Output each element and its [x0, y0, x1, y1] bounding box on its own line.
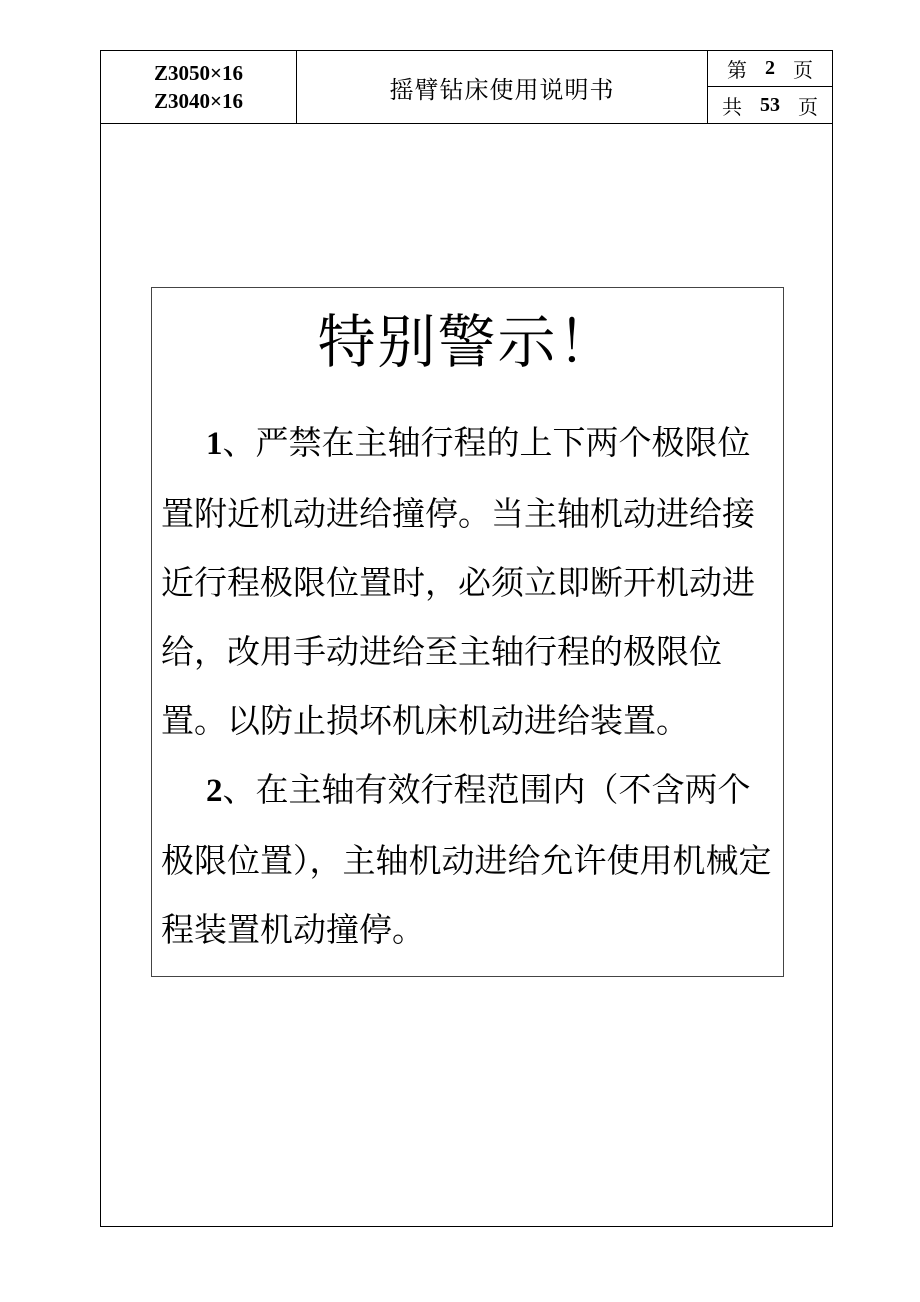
- document-page: [100, 50, 833, 1227]
- item-number: 2: [206, 773, 223, 809]
- item-text: 、严禁在主轴行程的上下两个极限位置附近机动进给撞停。当主轴机动进给接近行程极限位置时，必须立即断开机动进给，改用手动进给至主轴行程的极限位置。以防止损坏机床机动进给装置。: [161, 423, 755, 740]
- total-prefix: 共: [722, 94, 742, 119]
- warning-body: [161, 408, 777, 964]
- model-number-2: Z3040×16: [154, 89, 243, 113]
- page-suffix: 页: [793, 58, 813, 82]
- page-header: [101, 51, 832, 124]
- page-prefix: 第: [727, 58, 747, 82]
- model-number-1: Z3050×16: [154, 61, 243, 85]
- total-pages: [708, 87, 832, 123]
- item-number: 1: [206, 426, 223, 462]
- document-title: 摇臂钻床使用说明书: [297, 51, 708, 123]
- current-page: [708, 51, 832, 87]
- warning-title: 特别警示！: [317, 308, 618, 376]
- page-info-cell: [708, 51, 832, 123]
- total-pages-number: 53: [760, 93, 780, 116]
- total-suffix: 页: [798, 94, 818, 119]
- warning-item-1: [161, 408, 777, 755]
- warning-item-2: [161, 755, 777, 964]
- page-number: 2: [765, 57, 775, 79]
- item-text: 、在主轴有效行程范围内（不含两个极限位置），主轴机动进给允许使用机械定程装置机动撞停。: [161, 770, 772, 949]
- model-number-cell: [101, 51, 297, 123]
- warning-box: [151, 287, 784, 977]
